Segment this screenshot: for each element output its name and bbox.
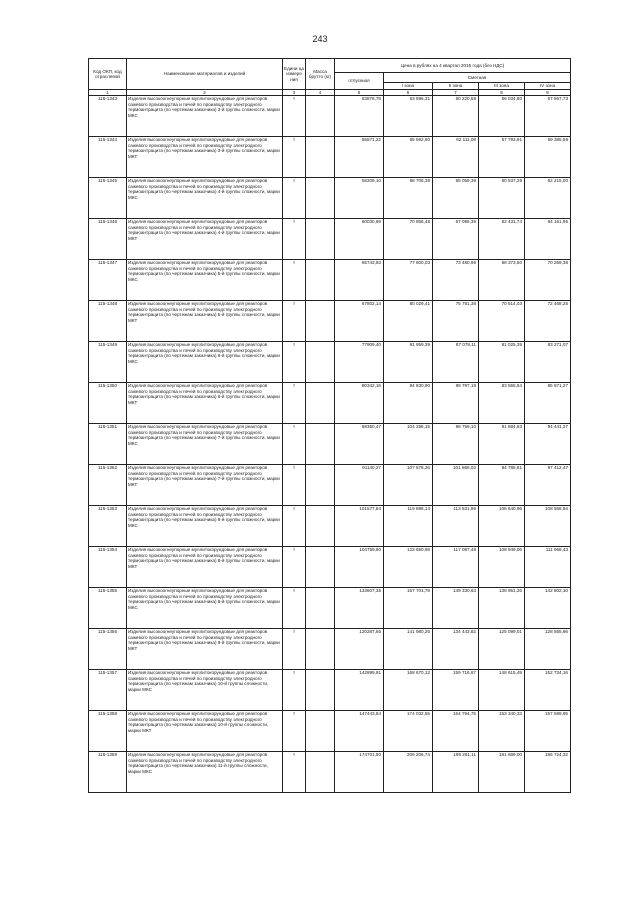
- row-name: Изделия высокоогнеупорные муллитокорундовые для реакторов сажевого производства и печей по производству электродного термоантрацита (по чертежам заказчика) 9-й группы сложности, марки МКС: [127, 588, 283, 629]
- row-unit: т: [283, 711, 306, 752]
- row-mass: [306, 137, 335, 178]
- column-number: 5: [335, 90, 384, 96]
- row-zone-1-price: 104 296,15: [384, 424, 433, 465]
- row-mass: [306, 670, 335, 711]
- row-release-price: 60030,69: [335, 219, 384, 260]
- row-zone-2-price: 195 261,11: [433, 752, 479, 793]
- row-mass: [306, 342, 335, 383]
- row-zone-3-price: 148 615,49: [479, 670, 525, 711]
- row-release-price: 133607,35: [335, 588, 384, 629]
- row-zone-3-price: 105 640,96: [479, 506, 525, 547]
- price-table: [88, 58, 571, 793]
- row-zone-2-price: 62 111,08: [433, 137, 479, 178]
- table-row: [89, 260, 571, 301]
- column-number: 6: [384, 90, 433, 96]
- table-row: [89, 342, 571, 383]
- row-zone-4-price: 186 724,32: [525, 752, 571, 793]
- row-code: 115-1345: [89, 178, 127, 219]
- row-zone-2-price: 89 797,19: [433, 383, 479, 424]
- row-zone-1-price: 123 650,98: [384, 547, 433, 588]
- row-mass: [306, 260, 335, 301]
- row-code: 115-1359: [89, 752, 127, 793]
- row-unit: т: [283, 547, 306, 588]
- header-code: Код ОКП, код отраслевой: [89, 59, 127, 90]
- column-number: 8: [479, 90, 525, 96]
- table-row: [89, 137, 571, 178]
- row-release-price: 53878,76: [335, 96, 384, 137]
- row-release-price: 91140,27: [335, 465, 384, 506]
- header-estimate-price: Сметная: [384, 73, 571, 83]
- row-zone-4-price: 111 968,43: [525, 547, 571, 588]
- row-name: Изделия высокоогнеупорные муллитокорундовые для реакторов сажевого производства и печей по производству электродного термоантрацита (по чертежам заказчика) 5-й группы сложности, марки МКТ: [127, 301, 283, 342]
- row-zone-3-price: 83 555,64: [479, 383, 525, 424]
- row-mass: [306, 383, 335, 424]
- row-zone-1-price: 65 592,60: [384, 137, 433, 178]
- row-mass: [306, 547, 335, 588]
- table-row: [89, 178, 571, 219]
- row-code: 115-1351: [89, 424, 127, 465]
- row-name: Изделия высокоогнеупорные муллитокорундовые для реакторов сажевого производства и печей по производству электродного термоантрацита (по чертежам заказчика) 10-й группы сложности, марки МКТ: [127, 711, 283, 752]
- row-zone-1-price: 206 206,74: [384, 752, 433, 793]
- row-zone-2-price: 67 095,35: [433, 219, 479, 260]
- row-zone-4-price: 85 871,27: [525, 383, 571, 424]
- row-zone-4-price: 59 385,59: [525, 137, 571, 178]
- row-mass: [306, 96, 335, 137]
- row-mass: [306, 588, 335, 629]
- column-number: 1: [89, 90, 127, 96]
- row-name: Изделия высокоогнеупорные муллитокорундовые для реакторов сажевого производства и печей по производству электродного термоантрацита (по чертежам заказчика) 8-й группы сложности, марки МКТ: [127, 547, 283, 588]
- table-row: [89, 424, 571, 465]
- row-zone-2-price: 98 759,10: [433, 424, 479, 465]
- table-row: [89, 301, 571, 342]
- row-zone-1-price: 107 578,26: [384, 465, 433, 506]
- row-zone-1-price: 174 032,55: [384, 711, 433, 752]
- row-zone-3-price: 60 537,29: [479, 178, 525, 219]
- row-code: 115-1352: [89, 465, 127, 506]
- row-code: 115-1348: [89, 301, 127, 342]
- row-zone-4-price: 152 734,16: [525, 670, 571, 711]
- row-zone-1-price: 77 600,03: [384, 260, 433, 301]
- table-row: [89, 752, 571, 793]
- row-zone-4-price: 72 468,25: [525, 301, 571, 342]
- row-zone-3-price: 138 951,26: [479, 588, 525, 629]
- row-code: 115-1356: [89, 629, 127, 670]
- row-zone-1-price: 157 701,78: [384, 588, 433, 629]
- row-zone-3-price: 91 884,83: [479, 424, 525, 465]
- column-number: 4: [306, 90, 335, 96]
- row-name: Изделия высокоогнеупорные муллитокорундовые для реакторов сажевого производства и печей по производству электродного термоантрацита (по чертежам заказчика) 5-й группы сложности, марки МКС: [127, 260, 283, 301]
- row-zone-4-price: 128 565,96: [525, 629, 571, 670]
- row-release-price: 67802,14: [335, 301, 384, 342]
- row-zone-4-price: 157 589,95: [525, 711, 571, 752]
- row-release-price: 55571,22: [335, 137, 384, 178]
- row-zone-1-price: 63 596,31: [384, 96, 433, 137]
- row-code: 115-1355: [89, 588, 127, 629]
- row-code: 115-1343: [89, 96, 127, 137]
- header-zone-2: II зона: [433, 83, 479, 90]
- row-zone-2-price: 73 480,95: [433, 260, 479, 301]
- row-unit: т: [283, 383, 306, 424]
- row-zone-4-price: 94 441,37: [525, 424, 571, 465]
- row-zone-3-price: 94 785,81: [479, 465, 525, 506]
- row-unit: т: [283, 506, 306, 547]
- row-zone-2-price: 149 330,63: [433, 588, 479, 629]
- row-zone-1-price: 141 980,26: [384, 629, 433, 670]
- row-zone-2-price: 101 866,03: [433, 465, 479, 506]
- row-zone-3-price: 56 034,80: [479, 96, 525, 137]
- row-release-price: 104759,90: [335, 547, 384, 588]
- row-code: 115-1349: [89, 342, 127, 383]
- row-zone-3-price: 153 340,33: [479, 711, 525, 752]
- row-zone-3-price: 62 431,74: [479, 219, 525, 260]
- row-zone-3-price: 125 099,01: [479, 629, 525, 670]
- row-name: Изделия высокоогнеупорные муллитокорундовые для реакторов сажевого производства и печей по производству электродного термоантрацита (по чертежам заказчика) 7-й группы сложности, марки МКС: [127, 424, 283, 465]
- table-row: [89, 465, 571, 506]
- row-zone-3-price: 70 514,03: [479, 301, 525, 342]
- row-zone-2-price: 117 087,48: [433, 547, 479, 588]
- row-zone-1-price: 80 029,41: [384, 301, 433, 342]
- row-release-price: 58209,10: [335, 178, 384, 219]
- row-mass: [306, 506, 335, 547]
- column-number: 9: [525, 90, 571, 96]
- row-release-price: 174701,50: [335, 752, 384, 793]
- column-number: 2: [127, 90, 283, 96]
- row-name: Изделия высокоогнеупорные муллитокорундовые для реакторов сажевого производства и печей по производству электродного термоантрацита (по чертежам заказчика) 9-й группы сложности, марки МКТ: [127, 629, 283, 670]
- row-zone-1-price: 91 959,39: [384, 342, 433, 383]
- row-name: Изделия высокоогнеупорные муллитокорундовые для реакторов сажевого производства и печей по производству электродного термоантрацита (по чертежам заказчика) 11-й группы сложности, марки МКС: [127, 752, 283, 793]
- header-zone-1: I зона: [384, 83, 433, 90]
- row-release-price: 120287,65: [335, 629, 384, 670]
- row-release-price: 65743,93: [335, 260, 384, 301]
- row-zone-3-price: 68 373,50: [479, 260, 525, 301]
- row-unit: т: [283, 752, 306, 793]
- row-name: Изделия высокоогнеупорные муллитокорундовые для реакторов сажевого производства и печей по производству электродного термоантрацита (по чертежам заказчика) 4-й группы сложности, марки МКТ: [127, 219, 283, 260]
- row-name: Изделия высокоогнеупорные муллитокорундовые для реакторов сажевого производства и печей по производству электродного термоантрацита (по чертежам заказчика) 6-й группы сложности, марки МКТ: [127, 383, 283, 424]
- row-unit: т: [283, 670, 306, 711]
- row-zone-3-price: 181 689,00: [479, 752, 525, 793]
- table-row: [89, 629, 571, 670]
- row-release-price: 80342,16: [335, 383, 384, 424]
- row-mass: [306, 752, 335, 793]
- row-mass: [306, 711, 335, 752]
- column-number: 7: [433, 90, 479, 96]
- row-zone-2-price: 65 059,39: [433, 178, 479, 219]
- row-zone-4-price: 142 802,10: [525, 588, 571, 629]
- row-zone-1-price: 168 670,13: [384, 670, 433, 711]
- row-unit: т: [283, 137, 306, 178]
- row-unit: т: [283, 96, 306, 137]
- row-unit: т: [283, 342, 306, 383]
- table-row: [89, 547, 571, 588]
- row-zone-2-price: 113 531,95: [433, 506, 479, 547]
- table-row: [89, 506, 571, 547]
- row-zone-3-price: 108 949,06: [479, 547, 525, 588]
- header-price-group: Цена в рублях на 4 квартал 2015 года (без НДС): [335, 59, 571, 73]
- row-zone-4-price: 97 412,47: [525, 465, 571, 506]
- header-unit: Едини ца измере ния: [283, 59, 306, 90]
- row-zone-1-price: 119 898,14: [384, 506, 433, 547]
- row-zone-4-price: 64 161,95: [525, 219, 571, 260]
- row-zone-2-price: 134 443,82: [433, 629, 479, 670]
- row-zone-4-price: 70 269,38: [525, 260, 571, 301]
- row-name: Изделия высокоогнеупорные муллитокорундовые для реакторов сажевого производства и печей по производству электродного термоантрацита (по чертежам заказчика) 4-й группы сложности, марки МКС: [127, 178, 283, 219]
- row-zone-4-price: 83 271,07: [525, 342, 571, 383]
- row-release-price: 88350,47: [335, 424, 384, 465]
- row-code: 115-1354: [89, 547, 127, 588]
- row-code: 115-1346: [89, 219, 127, 260]
- row-name: Изделия высокоогнеупорные муллитокорундовые для реакторов сажевого производства и печей по производству электродного термоантрацита (по чертежам заказчика) 7-й группы сложности, марки МКТ: [127, 465, 283, 506]
- row-unit: т: [283, 588, 306, 629]
- row-unit: т: [283, 465, 306, 506]
- row-release-price: 142899,91: [335, 670, 384, 711]
- row-code: 115-1350: [89, 383, 127, 424]
- header-release-price: отпускная: [335, 73, 384, 90]
- row-name: Изделия высокоогнеупорные муллитокорундовые для реакторов сажевого производства и печей по производству электродного термоантрацита (по чертежам заказчика) 3-й группы сложности, марки МКТ: [127, 137, 283, 178]
- table-row: [89, 96, 571, 137]
- row-mass: [306, 424, 335, 465]
- table-row: [89, 588, 571, 629]
- row-zone-2-price: 159 716,67: [433, 670, 479, 711]
- header-name: Наименование материалов и изделий: [127, 59, 283, 90]
- row-mass: [306, 465, 335, 506]
- row-code: 115-1358: [89, 711, 127, 752]
- row-zone-1-price: 70 856,48: [384, 219, 433, 260]
- row-zone-4-price: 108 568,94: [525, 506, 571, 547]
- page-number: 243: [312, 34, 328, 44]
- row-zone-4-price: 62 215,00: [525, 178, 571, 219]
- row-mass: [306, 219, 335, 260]
- row-release-price: 147443,84: [335, 711, 384, 752]
- row-release-price: 101577,84: [335, 506, 384, 547]
- row-code: 115-1344: [89, 137, 127, 178]
- header-zone-4: IV зона: [525, 83, 571, 90]
- row-code: 115-1353: [89, 506, 127, 547]
- header-zone-3: III зона: [479, 83, 525, 90]
- row-name: Изделия высокоогнеупорные муллитокорундовые для реакторов сажевого производства и печей по производству электродного термоантрацита (по чертежам заказчика) 8-й группы сложности, марки МКС: [127, 506, 283, 547]
- row-name: Изделия высокоогнеупорные муллитокорундовые для реакторов сажевого производства и печей по производству электродного термоантрацита (по чертежам заказчика) 10-й группы сложности, марки МКС: [127, 670, 283, 711]
- row-mass: [306, 301, 335, 342]
- table-row: [89, 670, 571, 711]
- row-zone-2-price: 60 220,58: [433, 96, 479, 137]
- row-zone-3-price: 81 025,35: [479, 342, 525, 383]
- row-zone-1-price: 68 706,38: [384, 178, 433, 219]
- header-mass: Масса брутто (кг): [306, 59, 335, 90]
- row-zone-3-price: 57 793,91: [479, 137, 525, 178]
- table-row: [89, 711, 571, 752]
- row-release-price: 77909,40: [335, 342, 384, 383]
- table-row: [89, 383, 571, 424]
- row-unit: т: [283, 219, 306, 260]
- row-unit: т: [283, 301, 306, 342]
- row-zone-2-price: 75 781,38: [433, 301, 479, 342]
- row-zone-2-price: 164 794,75: [433, 711, 479, 752]
- row-mass: [306, 629, 335, 670]
- row-mass: [306, 178, 335, 219]
- row-unit: т: [283, 424, 306, 465]
- row-unit: т: [283, 178, 306, 219]
- column-number: 3: [283, 90, 306, 96]
- row-code: 115-1357: [89, 670, 127, 711]
- row-name: Изделия высокоогнеупорные муллитокорундовые для реакторов сажевого производства и печей по производству электродного термоантрацита (по чертежам заказчика) 3-й группы сложности, марки МКС: [127, 96, 283, 137]
- row-code: 115-1347: [89, 260, 127, 301]
- row-zone-2-price: 87 078,11: [433, 342, 479, 383]
- row-zone-1-price: 94 830,90: [384, 383, 433, 424]
- row-name: Изделия высокоогнеупорные муллитокорундовые для реакторов сажевого производства и печей по производству электродного термоантрацита (по чертежам заказчика) 6-й группы сложности, марки МКС: [127, 342, 283, 383]
- row-unit: т: [283, 629, 306, 670]
- table-row: [89, 219, 571, 260]
- row-unit: т: [283, 260, 306, 301]
- row-zone-4-price: 57 567,73: [525, 96, 571, 137]
